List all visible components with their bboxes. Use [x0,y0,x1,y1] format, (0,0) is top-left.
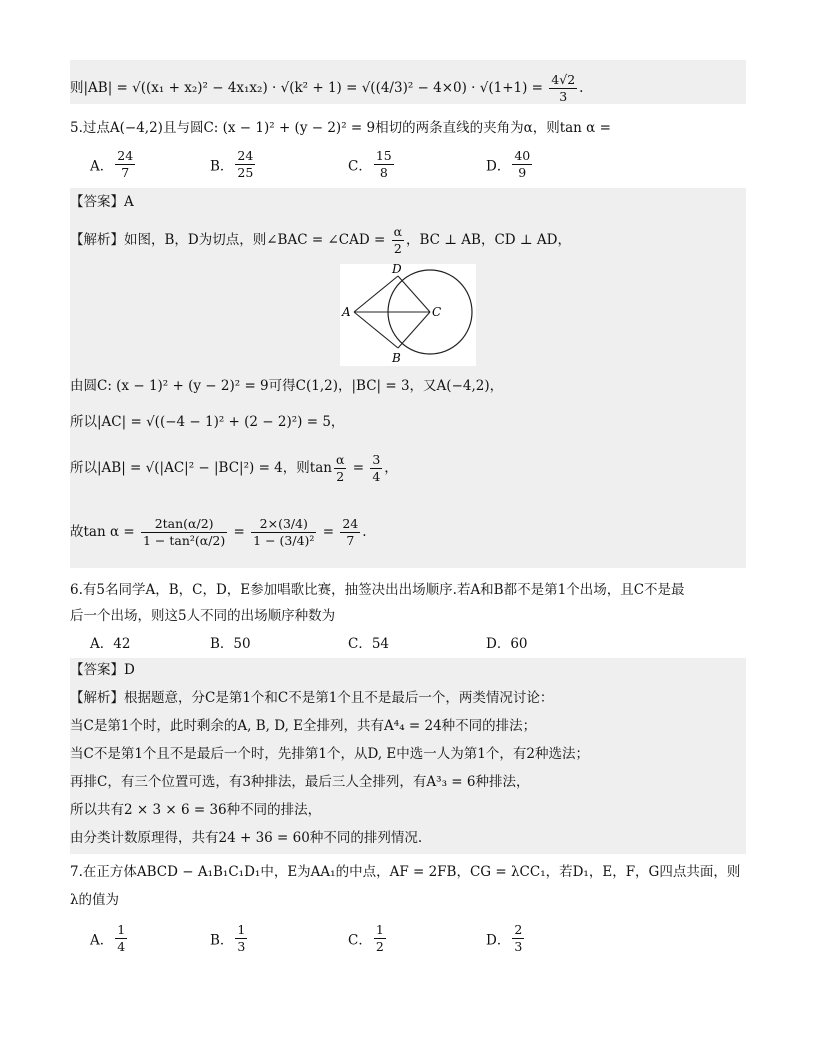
option-num: 40 [514,148,531,163]
frac-num: 3 [372,452,381,467]
option-label: D． [486,932,511,949]
frac-den: 1 − (3/4)² [253,533,315,548]
q5-option-c[interactable] [348,148,396,181]
option-den: 7 [121,165,130,180]
q6-option-a[interactable] [90,632,130,652]
q6-analysis-3: 再排C，有三个位置可选，有3种排法，最后三人全排列，有A³₃ = 6种排法， [70,774,530,790]
option-num: 15 [375,148,392,163]
option-num: 24 [237,148,254,163]
top-result-den: 3 [559,89,568,104]
q6-answer: 【答案】D [70,662,135,678]
q7-option-a[interactable] [90,922,129,955]
label-a: A [342,305,351,319]
q5-option-a[interactable] [90,148,137,181]
line4-text: 所以|AB| = √(|AC|² − |BC|²) = 4，则tan [70,460,332,476]
tangent-circle-figure [340,264,476,366]
top-formula-text: |AB| = √((x₁ + x₂)² − 4x₁x₂) · √(k² + 1) = √((4/3)² − 4×0) · √(1+1) = [83,80,548,96]
q5-analysis-line1 [70,224,571,257]
q5-line3: 所以|AC| = √((−4 − 1)² + (2 − 2)²) = 5， [70,414,345,430]
top-prefix: 则 [70,80,84,96]
q7-option-b[interactable] [210,922,249,955]
top-formula [70,72,583,105]
q6-option-d[interactable] [486,632,528,652]
option-label: B． [210,932,234,949]
option-num: 24 [117,148,134,163]
option-label: A． [90,932,114,949]
line5-tail: . [362,524,367,540]
frac-num: 2×(3/4) [251,516,316,533]
q7-option-c[interactable] [348,922,388,955]
line5-prefix: 故tan α = [70,524,139,540]
top-result-num: 4√2 [551,72,576,87]
option-value: 50 [233,636,251,652]
q5-line4 [70,452,398,485]
q5-option-d[interactable] [486,148,534,181]
frac-den: 4 [372,469,381,484]
q6-analysis-4: 所以共有2 × 3 × 6 = 36种不同的排法， [70,802,322,818]
option-label: C． [348,636,372,652]
option-value: 54 [371,636,390,652]
analysis-text: 【解析】如图，B，D为切点，则∠BAC = ∠CAD = [70,232,390,248]
q5-line5 [70,516,367,549]
option-num: 2 [514,922,523,937]
frac-den: 1 − tan²(α/2) [142,533,226,548]
option-den: 4 [117,939,126,954]
option-value: 60 [510,636,528,652]
line5-eq2: = [318,524,339,540]
top-tail: . [579,80,584,96]
q7-stem-1: 7.在正方体ABCD − A₁B₁C₁D₁中，E为AA₁的中点，AF = 2FB，CG = λCC₁，若D₁，E，F，G四点共面，则 [70,864,741,880]
option-den: 3 [237,939,246,954]
option-label: A． [90,636,114,652]
option-label: B． [210,636,234,652]
label-d: D [392,264,402,276]
q6-stem-1: 6.有5名同学A，B，C，D，E参加唱歌比赛，抽签决出出场顺序.若A和B都不是第1个出场，且C不是最 [70,582,685,598]
option-den: 2 [375,939,384,954]
line5-eq: = [229,524,250,540]
q5-line2: 由圆C: (x − 1)² + (y − 2)² = 9可得C(1,2)，|BC| = 3，又A(−4,2)， [70,378,504,394]
option-den: 25 [237,165,254,180]
q6-analysis-0: 【解析】根据题意，分C是第1个和C不是第1个且不是最后一个，两类情况讨论： [70,690,554,706]
q5-option-b[interactable] [210,148,257,181]
line4-eq: = [348,460,369,476]
option-label: C． [348,932,372,949]
option-label: C． [348,158,372,175]
q6-stem-2: 后一个出场，则这5人不同的出场顺序种数为 [70,608,336,624]
option-den: 9 [518,165,527,180]
line4-tail: ， [384,460,398,476]
label-b: B [392,351,401,365]
option-den: 8 [379,165,388,180]
option-label: D． [486,158,511,175]
frac-den: 2 [336,469,345,484]
option-den: 3 [514,939,523,954]
analysis-tail: ，BC ⊥ AB，CD ⊥ AD， [406,232,571,248]
label-c: C [432,305,442,319]
option-value: 42 [113,636,131,652]
option-num: 1 [237,922,246,937]
q5-answer: 【答案】A [70,194,134,210]
option-num: 1 [375,922,384,937]
frac-num: α [393,224,403,239]
q6-analysis-5: 由分类计数原理得，共有24 + 36 = 60种不同的排列情况. [70,830,423,846]
frac-den: 7 [346,533,355,548]
option-num: 1 [117,922,126,937]
q6-option-c[interactable] [348,632,389,652]
option-label: B． [210,158,234,175]
frac-num: α [335,452,345,467]
q6-option-b[interactable] [210,632,251,652]
q6-analysis-1: 当C是第1个时，此时剩余的A, B, D, E全排列，共有A⁴₄ = 24种不同的排法； [70,718,537,734]
top-result-frac [549,72,577,105]
option-label: A． [90,158,114,175]
q7-stem-2: λ的值为 [70,892,120,908]
frac-num: 2tan(α/2) [141,516,227,533]
frac-num: 24 [342,516,359,531]
q7-option-d[interactable] [486,922,526,955]
q5-stem: 5.过点A(−4,2)且与圆C: (x − 1)² + (y − 2)² = 9相切的两条直线的夹角为α，则tan α = [70,120,611,136]
option-label: D． [486,636,511,652]
q6-analysis-2: 当C不是第1个且不是最后一个时，先排第1个，从D, E中选一人为第1个，有2种选法； [70,746,589,762]
frac-den: 2 [393,241,402,256]
